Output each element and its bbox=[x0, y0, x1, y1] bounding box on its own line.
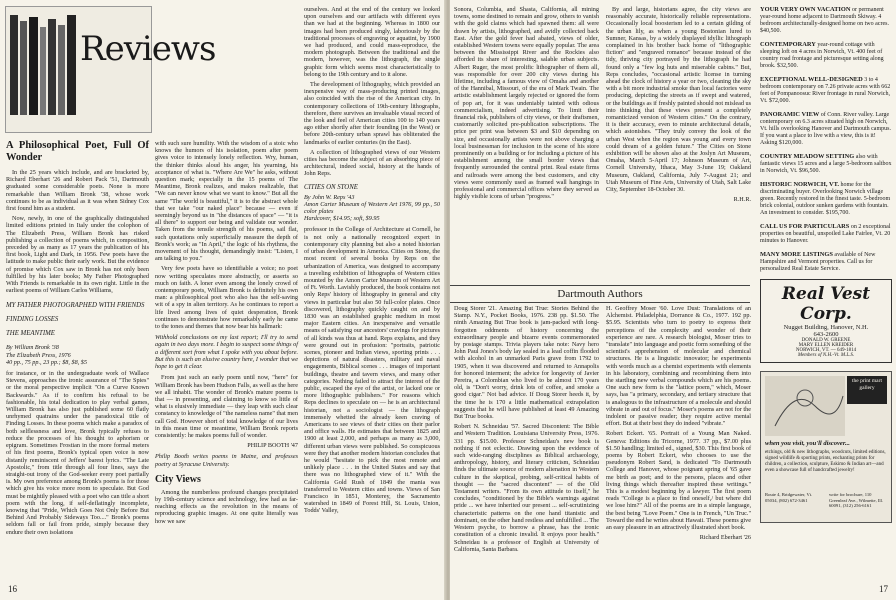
print-mart-logo: the print mart gallery bbox=[847, 376, 887, 404]
review2-continued-2 bbox=[606, 6, 751, 203]
authors-column2 bbox=[606, 305, 751, 542]
real-estate-ad bbox=[760, 111, 892, 147]
book-publisher: Amon Carter Museum of Western Art 1976, 99 pp., 50 color plates bbox=[304, 200, 440, 216]
print-mart-ad bbox=[760, 371, 892, 523]
page-number: 16 bbox=[8, 584, 17, 594]
left-page bbox=[0, 0, 446, 600]
review1-quote: Withhold conclusions on my last report; I'll try to send again in two days more. I begin to suspect some things of a different sort from what I spoke with you about before. But this is such an elusive country here, I wonder that we hope to get it clear. bbox=[155, 334, 298, 371]
ad-title: MANY MORE LISTINGS bbox=[760, 251, 833, 258]
authors-signature: Richard Eberhart '26 bbox=[699, 534, 751, 542]
gallery-address: write for brochure, 110 Greenleaf Ave., Wilmette, Ill. 60091, (312) 256-6161 bbox=[829, 492, 884, 509]
ad-title: CONTEMPORARY bbox=[760, 41, 816, 48]
ad-text: on 2 exceptional properties on beautiful, unspoiled Lake Fairlee, Vt. 20 minutes to Hanover. bbox=[760, 224, 891, 244]
gallery-address: Route 4, Bridgewater, Vt. 05034, (802) 672-3461 bbox=[765, 492, 813, 503]
book-author: By John W. Reps '43 bbox=[304, 193, 355, 201]
bookshelf-icon bbox=[10, 15, 80, 125]
ad-text: also with fantastic views 15 acres and a large 5-bedroom saltbox in Norwich, Vt. $96,500. bbox=[760, 154, 892, 174]
real-estate-ad bbox=[760, 76, 892, 105]
real-estate-ad bbox=[760, 223, 892, 245]
ad-text: 3 to 4 bedroom contemporary on 7.26 private acres with 662 feet of Pompanoosuc River frontage in rural Norwich, Vt. $72,000. bbox=[760, 77, 891, 104]
book-details: 40 pp., 75 pp., 23 pp.; $8, $8, $5 bbox=[6, 358, 87, 366]
review1-column1 bbox=[6, 140, 149, 539]
review1-signature: PHILIP BOOTH '47 bbox=[247, 442, 298, 450]
gallery-description: etchings, old & new lithographs, woodcuts, limited editions, signed wildlife & sporting prints, enchanting prints for children, a collection, sculpture, Eskimo & Indian art—and even a showcase full of handcrafted jewelry! bbox=[765, 450, 886, 473]
review2-paragraph: Sonora, Columbia, and Shasta, California, all mining towns, some destined to remain and grow, others to vanish with the gold claims which had spawned them: all were drawn by artists, lithographed, and avidly collected back East. After the gold fever had abated, views of older, established Western towns were equally popular. The area between the Mississippi River and the Rockies also afforded its share of interesting, salable urban subjects. Albert Ruger, the most prolific lithographer of them all, was responsible for over 200 city views during his lifetime, including a famous view of Omaha and another of the Hannibal, Missouri, of the era of Mark Twain. The artistic establishment largely rejected or ignored the form of pop art, for it was undeniably tainted with odious commercialism, indeed advertising. To limit their financial risk, publishers of city views, or their draftsmen, customarily solicited pre-publication subscriptions. The price per print was between $3 and $10 depending on size, and occasionally artists were not above charging a local businessman for inclusion in the scene of his store prominently on a building or for including a picture of his establishment among the small border views that frequently surrounded the central print. Real estate firms and railroads were among the best customers, and city views were commonly used as framed wall hangings in professional and commercial offices where they served as highly visible icons of urban "progress." bbox=[454, 6, 599, 201]
review2-signature: R.H.R. bbox=[733, 196, 751, 204]
ad-text: or permanent year-round home adjacent to Dartmouth Skiway. 4 bedroom architecturally-designed home on two acres. $40,500. bbox=[760, 7, 889, 34]
ad-column bbox=[760, 6, 892, 523]
realvest-person: DONALD W. GREENE bbox=[801, 338, 851, 343]
author-review: Robert Eckert. '65. Portrait of a Young Man Naked. Geneva: Editions du Tricorne, 1977. 37 pp., $7.00 plus $1.50 handling; limited ed., signed, $30. This first book of poems by Robert Eckert, who chooses to use the pseudonym Robert Sand, is dedicated "To Dartmouth College and Hanover, whose poignant spring of '65 gave me birth as poet; and to the persons, places and other living things which thereafter inspired these writings." This is a modest beginning by a lawyer. The first poem reads "College is a place to find oneself,/ but where did we lose him?" All of the poems are in a simple language, the best being "Love Poem." One is in French, "Un Truc." Toward the end he writes about Hawaii. These poems give an easy pleasure in an attractively illustrated short book. bbox=[606, 430, 751, 532]
dartmouth-authors-heading: Dartmouth Authors bbox=[450, 285, 750, 303]
review1-headline: A Philosophical Poet, Full Of Wonder bbox=[6, 140, 149, 163]
review2-paragraph: Among the numberless profound changes precipitated by 19th-century science and technology, few had as far-reaching effects as the revolution in the means of reproducing graphic images. At one quite literally was how we saw bbox=[155, 488, 298, 525]
review2-continued bbox=[454, 6, 599, 203]
book-title: CITIES ON STONE bbox=[304, 183, 358, 191]
ad-text: year-round cottage with sleeping loft on 4 acres in Norwich, Vt. 400 feet of country road frontage and picturesque setting along brook. $32,500. bbox=[760, 42, 884, 69]
book-title: FINDING LOSSES bbox=[6, 316, 59, 324]
review2-headline: City Views bbox=[155, 473, 201, 485]
authors-column1 bbox=[454, 305, 599, 556]
ad-title: EXCEPTIONAL WELL-DESIGNED bbox=[760, 76, 863, 83]
review2-paragraph: By and large, historians agree, the city views are reasonably accurate, historically reliable representations. Occasionally local boosterism led to a certain gilding of the urban lily, as when a young Bostonian lured to Sumner, Kansas, by a widely displayed idyllic lithograph complained in his brother back home of "lithographic fiction" and "engraved romance" because instead of the tidy, thriving city portrayed by the lithograph he had found only a "few log huts and miserable cabins." But, Reps concludes, "occasional artistic license in turning ahead the clock of history a year or two, cleaning the sky with a bit more industrial smoke than local factories were producing, depicting the streets as if swept and watered, or the buildings as if freshly painted should not mislead us into thinking that these views present a completely romanticized version of Western cities." On the contrary, it is their accuracy, even to minute architectural details, which astonishes. "They truly convey the look of the urban West when the region was young and every town could dream of a golden future." The Cities on Stone exhibition will be shown also at the Joslyn Art Museum, Omaha, March 5-April 17; Johnson Museum of Art, Cornell University, Ithaca, May 3-June 19; Oakland Museum, Oakland, California, July 7-August 21; and Utah Museum of Fine Arts, University of Utah, Salt Lake City, September 18-October 30. bbox=[606, 6, 751, 194]
page-number: 17 bbox=[879, 584, 888, 594]
review1-paragraph: with such sure humility. With the wisdom of a stoic who knows the humors of his isolation, poem after poem gives voice to intensely lonely reflection. Wry, human, the thinker thinks aloud his anger, his yearning, his acceptance of what is. "Where Are We" he asks, without question mark; especially in the 15 poems of The Meantime, Bronk realizes, and makes realizable, that "We can never know what we want to know." But all the same "The world is beautiful," it is to the abstract whole that we take "our naked place" because — even if seemingly beyond us in "the distances of space" — "it is all there" to support our being and validate our wonder. Taken from the tensile strength of his poems, sail flat, such quotations only superficially measure the depth of Bronk's work; as "In April," the logic of his rhythms, the movement of his thought, demandingly insist: "Listen, I am talking to you." bbox=[155, 140, 298, 263]
review1-paragraph: From just such an early poem until now, "here" for William Bronk has been Hudson Falls, as well as the here we all inhabit. The wonder of Bronk's mature poems is that — in presenting, and claiming to know so little of what is elusively immediate — they leap with such clear constancy to knowledge of "the nameless name" that men call God. However short of total knowledge of our lives in this mean time or meantime, William Bronk reports consistently: he makes poems full of wonder. bbox=[155, 374, 298, 439]
ad-title: PANORAMIC VIEW bbox=[760, 111, 820, 118]
book-title: THE MEANTIME bbox=[6, 330, 55, 338]
gallery-tagline: when you visit, you'll discover... bbox=[765, 440, 850, 447]
book-author: By William Bronk '38 bbox=[6, 344, 59, 352]
ad-title: CALL US FOR PARTICULARS bbox=[760, 223, 850, 230]
ad-text: of Conn. River valley. Large contemporary on 6.3 acres situated high on Norwich, Vt. hills overlooking Hanover and Dartmouth campus. If you want a place to live with a view, this is it! Asking $120,000. bbox=[760, 112, 891, 146]
review2-column bbox=[304, 6, 440, 518]
book-title: MY FATHER PHOTOGRAPHED WITH FRIENDS bbox=[6, 302, 145, 310]
realvest-phone: 643-2600 bbox=[813, 331, 839, 338]
reviews-logo-box bbox=[5, 6, 216, 133]
book-details: Hardcover, $14.95; soft, $9.95 bbox=[304, 215, 380, 223]
real-estate-ad bbox=[760, 153, 892, 175]
author-review: Doug Storer '21. Amazing But True: Stories Behind the Stamp. N.Y., Pocket Books, 1976. 238 pp. $1.50. The ninth Amazing But True book is jam-packed with long-forgotten oddments of history concerning the extraordinary people and bizarre events commemorated by postage stamps. Trivia players take note: Navy hero John Paul Jones's body lay sealed in a lead coffin flooded with alcohol in an unmarked Paris grave from 1792 to 1905, when it was discovered and returned to Annapolis for honored interment; the advice for longevity of Javier Pereira, a Colombian who lived to be almost 170 years old, is "Don't worry, drink lots of coffee, and smoke a good cigar." Not bad advice. If Doug Storer heeds it, by the time he is 170 a little mathematical extrapolation suggests that he will have published at least 49 Amazing But True books. bbox=[454, 305, 599, 421]
author-review: Robert N. Schneidau '57. Sacred Discontent: The Bible and Western Tradition. Louisiana University Press, 1976. 331 pp. $15.00. Professor Schneidau's new book is nothing if not eclectic. Drawing upon the evidence of such wide-ranging disciplines as Biblical archaeology, anthropology, history, and literary criticism, Schneidau finds the ultimate source of modern alienation in Western culture in the skeptical, probing, self-critical habits of thought — the "sacred discontent" — of the Old Testament writers. "From its own attitude to itself," he concludes, "conditioned by the Bible's warnings against pride ... we have inherited our present ... self-scrutinizing characteristic patterns on the one hand titanistic and dominant, on the other hand restless and unfulfilled ... The Western psyche, to borrow a phrase, has the ironic constitution of a chronic invalid. It enjoys poor health." Schneidau is a professor of English at University of California, Santa Barbara. bbox=[454, 423, 599, 553]
ad-title: HISTORIC NORWICH, VT. bbox=[760, 181, 839, 188]
real-estate-ad bbox=[760, 181, 892, 217]
review2-paragraph: professor in the College of Architecture at Cornell, he is not only a nationally recognized expert in contemporary city planning but also a noted historian of urban development in America. Cities on Stone, the most recent of several books by Reps on the urbanization of America, was designed to accompany a traveling exhibition of lithographs of Western cities mounted by the Amon Carter Museum of Western Art of Ft. Worth. Lavishly produced, the book contains not only Reps' history of lithography in general and city views in particular but also 50 full-color plates. Once discovered, lithography quickly caught on and by 1830 was an established graphic medium in most major Eastern cities. An inexpensive and versatile means of satisfying our ancestors' cravings for pictures of all kinds was thus at hand. Reps explains, and they were ground out in profusion: "portraits, patriotic scenes, pioneer and Indian views, sporting prints . . . depictions of natural disasters, military and naval engagements, Biblical scenes . . . images of important buildings, theatre and tavern views, and many other categories. Nothing failed to attract the interest of the public, escaped the eye of the artist, or lacked one or more lithographic publishers." For reasons which Reps declines to speculate on — he is an architectural historian, not a sociologist — the lithograph immensely whetted the already keen craving of Americans to see views of their cities on their parlor and office walls. He estimates that between 1825 and 1900 at least 2,000, and perhaps as many as 3,000, different urban views were published. So conspicuous were they that another modern historian concludes that he would "hesitate to pick the most remote and unlikely place . . . in the United States and say that there was no lithographed view of it." With the California Gold Rush of 1849 the mania was transferred to Western cities and towns. Views of San Francisco in 1851, Monterey, the Sacramento watershed in 1849 of Forest Hill, St. Louis, Union, Todds' Valley, bbox=[304, 226, 440, 515]
book-publisher: The Elizabeth Press, 1976 bbox=[6, 351, 71, 359]
real-estate-ad bbox=[760, 251, 892, 273]
ad-title: COUNTRY MEADOW SETTING bbox=[760, 153, 855, 160]
author-review: H. Geoffrey Moser '60. Love Dust: Translations of an Alchemist. Philadelphia, Dorrance & Co., 1977. 192 pp. $5.95. Scientists who turn to poetry to express their perceptions of the complexity and wonder of their experience are rare. A research biologist, Moser tries to "translate" into language and poetic form something of the scientist's apprehension of molecular and chemical structures. He is a linguistic innovator; he experiments with words much as a chemist experiments with elements in his laboratory, combining and recombining them into the startling new verbal compounds which are his poems. One such new form is the "lattice poem," which, Moser says, has "a primary, secondary, and tertiary structure that is analogous to the infrastructure of a molecule and should vibrate in and out of focus." Moser's poems are not for the indolent or passive reader; they require active mental effort. But at their best they do indeed "vibrate." bbox=[606, 305, 751, 428]
review2-paragraph: ourselves. And at the end of the century we looked upon ourselves and our artifacts with different eyes than we had at the beginning. Whereas in 1800 our images had been produced singly, laboriously by the traditional processes of engraving or aquatint, by 1900 we had produced, and could mass-reproduce, the modern photograph. Between the traditional and the modern, however, was the lithograph, the single graphic form which seems most characteristically to belong to the 19th century and to it alone. bbox=[304, 6, 440, 78]
realvest-members: Members of N.H.-Vt. M.L.S. bbox=[797, 353, 855, 358]
review1-bio: Philip Booth writes poems in Maine, and professes poetry at Syracuse University. bbox=[155, 453, 298, 468]
ad-text: available of New Hampshire and Vermont properties. Call us for personalized Real Estate Service. bbox=[760, 252, 876, 272]
review1-paragraph: for instance, or in the undergraduate work of Wallace Stevens, approaches the ironic assurance of "The Spies" or the moral perspective implicit "On a Curve Known Backwards." As if to confirm his refusal to be fashionable, his total dedication to play verbal games, William Bronk has also just published some 60 flatly unrhymed quatrains under the paradoxical title of Finding Losses. In these poems which make a paradox of both selflessness and love, Bronk typically refuses to reduce the processes of his thought to aphorism or epigram. Sometimes Frostian in the more formal meters of his first poems, Bronk's typical open voice is now distantly reminiscent of Jeffers' barest lyrics. "The Late Apostolic," from title through all four lines, says the straight-out irony of the God-seeker every poet partially is. My own preference among Bronk's poems is for those which give his voice more room to speculate. But God must be mightily pleased with a poet who can title a short poem with the long, if self-deflatingly incomplete, knowing that "Pride, Which Goes Not Only Before But Behind And Probably Sideways Too...." Bronk's poems seldom fall or fail from pride, simply because they endure their own isolations bbox=[6, 370, 149, 536]
real-estate-ad bbox=[760, 6, 892, 35]
review1-paragraph: In the 25 years which include, and are bracketed by, Richard Eberhart '26 and Robert Pack '51, Dartmouth graduated some considerable poets. None is more remarkable than William Bronk '38, whose work continues to be as individual as it was when Sidney Cox first found him as a student. bbox=[6, 169, 149, 213]
review1-paragraph: Now, newly, in one of the graphically distinguished limited editions printed in Italy under the colophon of The Elizabeth Press, William Bronk has risked publishing a collection of poems which, in composition, preceded by as many as 17 years the publication of his first book, Light and Dark, in 1956. Few poets have the latitude to make public their early work. But the evidence of promise which Cox saw in Bronk has not only been fulfilled by his later books; My Father Photographed With Friends is remarkable in its own right. Little in the earliest poems of William Carlos Williams, bbox=[6, 215, 149, 295]
realvest-ad bbox=[760, 279, 892, 363]
review1-paragraph: Very few poets have so identifiable a voice; no poet now writing speculates more abstractly, or asserts so much on faith. A loner even among the lonely crowd of contemporary poets, William Bronk is definitely his own man: a philosophical poet who also has the self-saving wit of a spy in alien territory. As he continues to report a life lived among lives of quiet desperation, Bronk continues to demonstrate how remarkably early he came to the tones and themes that now bear his hallmark: bbox=[155, 265, 298, 331]
realvest-address: Nugget Building, Hanover, N.H. bbox=[783, 324, 869, 331]
realvest-name: Real Vest Corp. bbox=[781, 284, 871, 324]
review2-paragraph: The development of lithography, which provided an inexpensive way of mass-producing printed images, also coincided with the rise of the American city. In contemporary collections of 19th-century lithographs, therefore, there survives an invaluable visual record of the look and feel of American cities 100 to 140 years ago either shortly after their founding (in the West) or before 20th-century urban sprawl has obliterated the landmarks of earlier centuries (in the East). bbox=[304, 81, 440, 146]
right-page bbox=[450, 0, 896, 600]
etching-illustration-icon bbox=[765, 376, 845, 436]
realvest-phone-norwich: NORWICH, VT. — 649-1814 bbox=[795, 348, 857, 353]
ad-text: home for the discriminating buyer. Overlooking Norwich village green. Recently restored in the finest taste. 5-bedroom brick colonial, outdoor sunken gardens with fountain. An investment to consider. $195,700. bbox=[760, 182, 891, 216]
realvest-person: MARY ELLEN KREIDER bbox=[798, 343, 854, 348]
section-title: Reviews bbox=[80, 29, 216, 69]
review2-paragraph: A collection of lithographed views of our Western cities has become the subject of an absorbing piece of architectural, indeed social, history at the hands of John Reps. bbox=[304, 148, 440, 178]
review1-column2 bbox=[155, 140, 298, 528]
ad-title: YOUR VERY OWN VACATION bbox=[760, 6, 851, 13]
real-estate-ad bbox=[760, 41, 892, 70]
